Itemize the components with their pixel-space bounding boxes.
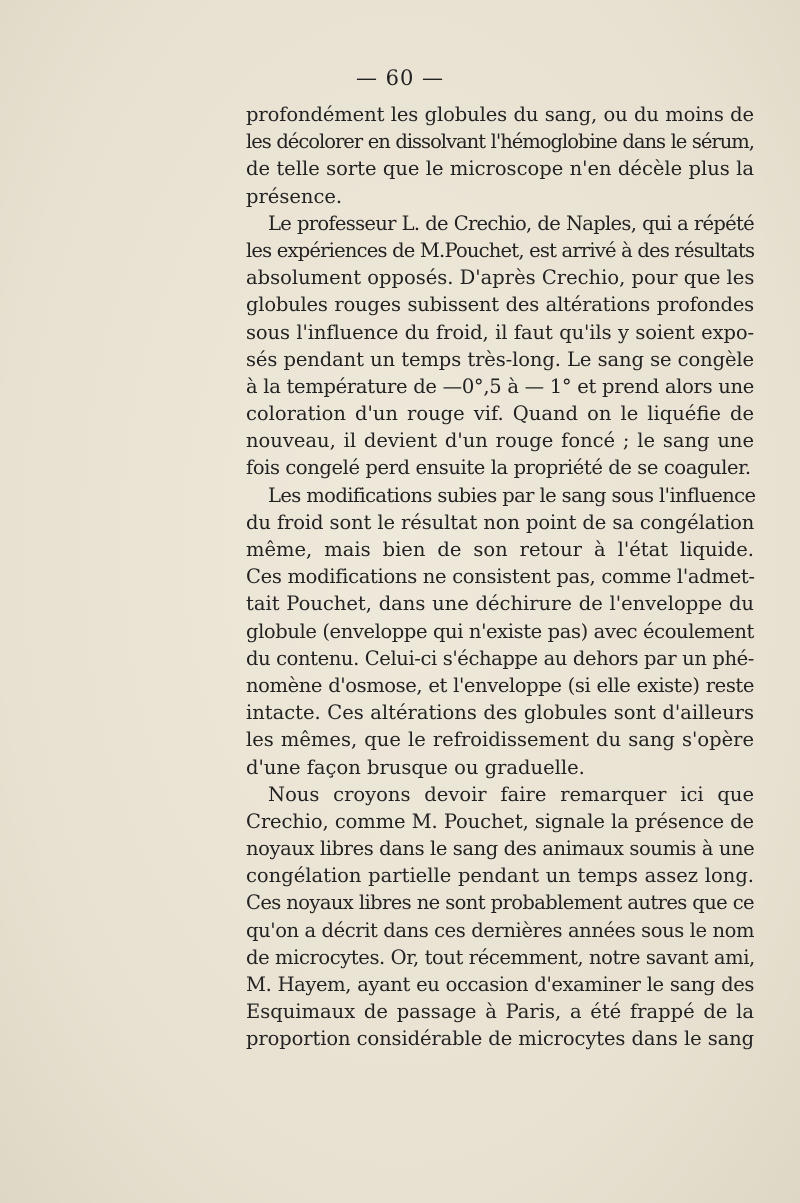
page-number: — 60 — (355, 66, 445, 90)
text-line: de telle sorte que le microscope n'en décèle plus la (246, 157, 754, 181)
text-line: Nous croyons devoir faire remarquer ici que (268, 782, 754, 806)
text-line: les expériences de M.Pouchet, est arrivé à des résultats (246, 238, 755, 262)
text-line: Les modifications subies par le sang sous l'influence (268, 483, 756, 507)
text-line: M. Hayem, ayant eu occasion d'examiner le sang des (246, 973, 754, 996)
text-line: d'une façon brusque ou graduelle. (246, 755, 585, 779)
text-line: les mêmes, que le refroidissement du sang s'opère (246, 728, 754, 752)
text-line: sous l'influence du froid, il faut qu'ils y soient expo- (246, 320, 754, 344)
text-line: même, mais bien de son retour à l'état liquide. (246, 538, 754, 561)
text-line: à la température de —0°,5 à — 1° et prend alors une (246, 374, 754, 398)
text-line: globules rouges subissent des altérations profondes (246, 293, 754, 317)
text-line: du contenu. Celui-ci s'échappe au dehors par un phé- (246, 646, 754, 670)
text-line: sés pendant un temps très-long. Le sang se congèle (246, 347, 754, 371)
text-line: intacte. Ces altérations des globules sont d'ailleurs (246, 701, 754, 725)
text-line: nomène d'osmose, et l'enveloppe (si elle existe) reste (246, 673, 754, 697)
text-line: présence. (246, 184, 343, 208)
text-line: fois congelé perd ensuite la propriété de se coaguler. (246, 456, 751, 480)
text-line: qu'on a décrit dans ces dernières années sous le nom (246, 918, 755, 942)
text-line: Esquimaux de passage à Paris, a été frappé de la (246, 1000, 754, 1024)
text-line: Ces noyaux libres ne sont probablement autres que ce (246, 891, 754, 915)
text-line: Crechio, comme M. Pouchet, signale la présence de (246, 809, 754, 833)
text-line: de microcytes. Or, tout récemment, notre savant ami, (246, 945, 755, 969)
text-line: tait Pouchet, dans une déchirure de l'enveloppe du (246, 592, 754, 616)
text-line: les décolorer en dissolvant l'hémoglobine dans le sérum, (246, 130, 754, 154)
text-line: nouveau, il devient d'un rouge foncé ; le sang une (246, 429, 754, 453)
text-line: proportion considérable de microcytes dans le sang (246, 1027, 754, 1051)
text-line: absolument opposés. D'après Crechio, pour que les (246, 266, 755, 290)
text-line: Ces modifications ne consistent pas, comme l'admet- (246, 565, 755, 589)
text-line: du froid sont le résultat non point de sa congélation (246, 510, 755, 534)
text-line: profondément les globules du sang, ou du moins de (246, 103, 754, 126)
text-line: globule (enveloppe qui n'existe pas) avec écoulement (246, 619, 754, 643)
text-line: congélation partielle pendant un temps assez long. (246, 864, 754, 888)
text-line: Le professeur L. de Crechio, de Naples, qui a répété (268, 211, 754, 235)
body-text (246, 101, 754, 1053)
text-line: noyaux libres dans le sang des animaux soumis à une (246, 837, 755, 861)
text-line: coloration d'un rouge vif. Quand on le liquéfie de (246, 402, 754, 426)
